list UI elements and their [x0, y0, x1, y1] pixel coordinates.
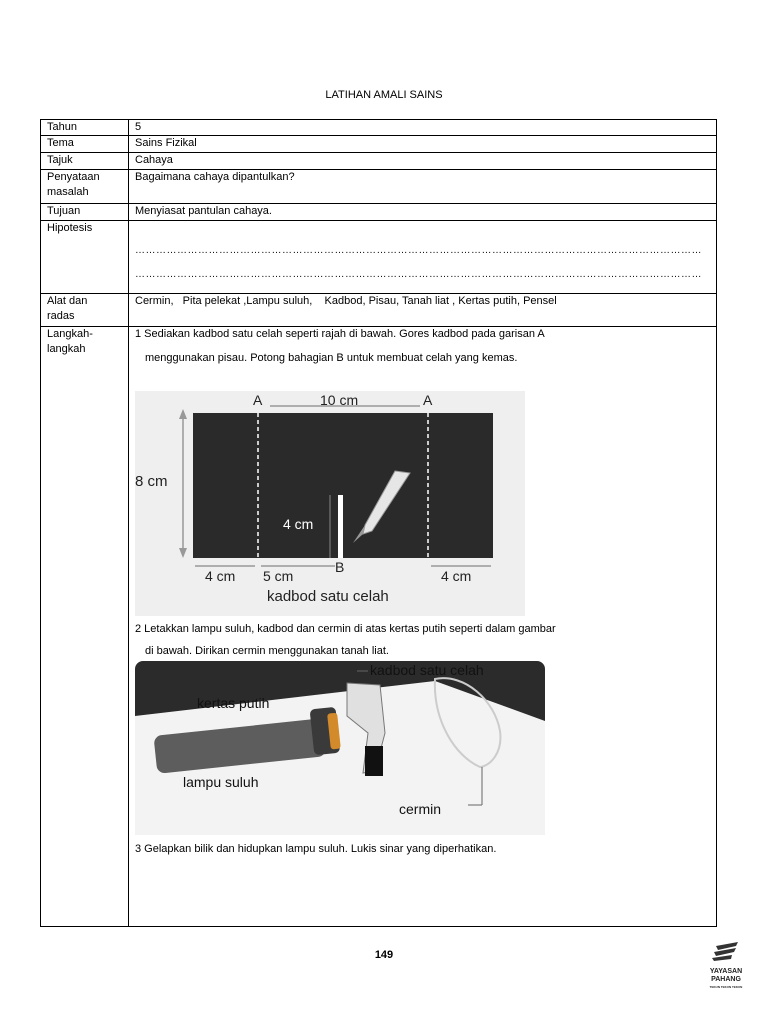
label-alat-line2: radas	[47, 310, 75, 322]
row-langkah	[41, 327, 717, 927]
value-hipotesis	[129, 221, 717, 294]
label-4cm-left: 4 cm	[205, 568, 236, 584]
step-3: 3 Gelapkan bilik dan hidupkan lampu suluh. Lukis sinar yang diperhatikan.	[135, 843, 497, 855]
value-alat	[129, 294, 717, 327]
label-langkah-line2: langkah	[47, 343, 86, 355]
logo-stroke-3	[712, 955, 732, 961]
label-kadbod: kadbod satu celah	[370, 662, 484, 678]
logo-text-yayasan: YAYASAN	[709, 968, 743, 975]
label-tujuan: Tujuan	[41, 204, 129, 221]
label-penyataan	[41, 170, 129, 204]
label-langkah	[41, 327, 129, 927]
label-10cm: 10 cm	[320, 392, 359, 408]
value-penyataan: Bagaimana cahaya dipantulkan?	[129, 170, 717, 204]
hipotesis-line-1: ………………………………………………………………………………………………………………………………………………	[135, 245, 702, 256]
label-b: B	[335, 559, 345, 575]
label-alat-line1: Alat dan	[47, 295, 88, 307]
label-penyataan-line2: masalah	[47, 186, 89, 198]
row-alat	[41, 294, 717, 327]
page-number: 149	[374, 949, 394, 961]
row-penyataan	[41, 170, 717, 204]
step-2-line1: 2 Letakkan lampu suluh, kadbod dan cermin di atas kertas putih seperti dalam gambar	[135, 623, 556, 635]
row-tema	[41, 136, 717, 153]
value-tujuan: Menyiasat pantulan cahaya.	[129, 204, 717, 221]
label-tajuk: Tajuk	[41, 153, 129, 170]
logo-stroke-2	[714, 948, 736, 956]
label-a-right: A	[423, 392, 433, 408]
label-hipotesis: Hipotesis	[41, 221, 129, 294]
label-langkah-line1: Langkah-	[47, 328, 93, 340]
figure-cardboard-diagram	[135, 391, 525, 616]
label-kertas: kertas putih	[197, 695, 270, 711]
row-hipotesis	[41, 221, 717, 294]
row-tahun	[41, 120, 717, 136]
row-tajuk	[41, 153, 717, 170]
value-tema: Sains Fizikal	[129, 136, 717, 153]
document-title: LATIHAN AMALI SAINS	[325, 89, 443, 101]
step-2-line2: di bawah. Dirikan cermin menggunakan tanah liat.	[145, 645, 389, 657]
row-tujuan	[41, 204, 717, 221]
alat-list: Cermin, Pita pelekat ,Lampu suluh, Kadbod, Pisau, Tanah liat , Kertas putih, Pensel	[135, 295, 557, 307]
label-tema: Tema	[41, 136, 129, 153]
label-penyataan-line1: Penyataan	[47, 171, 100, 183]
label-tahun: Tahun	[41, 120, 129, 136]
label-4cm-slit: 4 cm	[283, 516, 314, 532]
value-tajuk: Cahaya	[129, 153, 717, 170]
label-4cm-right: 4 cm	[441, 568, 472, 584]
hipotesis-line-2: ………………………………………………………………………………………………………………………………………………	[135, 269, 702, 280]
value-tahun: 5	[129, 120, 717, 136]
step-1-line2: menggunakan pisau. Potong bahagian B untuk membuat celah yang kemas.	[145, 352, 518, 364]
figure-setup-photo	[135, 661, 545, 835]
label-8cm: 8 cm	[135, 473, 168, 490]
logo-text-tagline: TEKUN TEKUN TEKUN	[709, 985, 743, 989]
step-1-line1: 1 Sediakan kadbod satu celah seperti rajah di bawah. Gores kadbod pada garisan A	[135, 328, 545, 340]
label-alat	[41, 294, 129, 327]
slit-b	[338, 495, 343, 558]
label-lampu: lampu suluh	[183, 774, 259, 790]
label-cermin: cermin	[399, 801, 442, 817]
experiment-table	[40, 119, 717, 927]
steps-cell	[129, 327, 717, 927]
label-a-left: A	[253, 392, 263, 408]
label-5cm: 5 cm	[263, 568, 294, 584]
cardboard-dark-side	[365, 746, 383, 776]
logo-text-pahang: PAHANG	[711, 976, 741, 983]
figure1-caption: kadbod satu celah	[267, 588, 389, 605]
